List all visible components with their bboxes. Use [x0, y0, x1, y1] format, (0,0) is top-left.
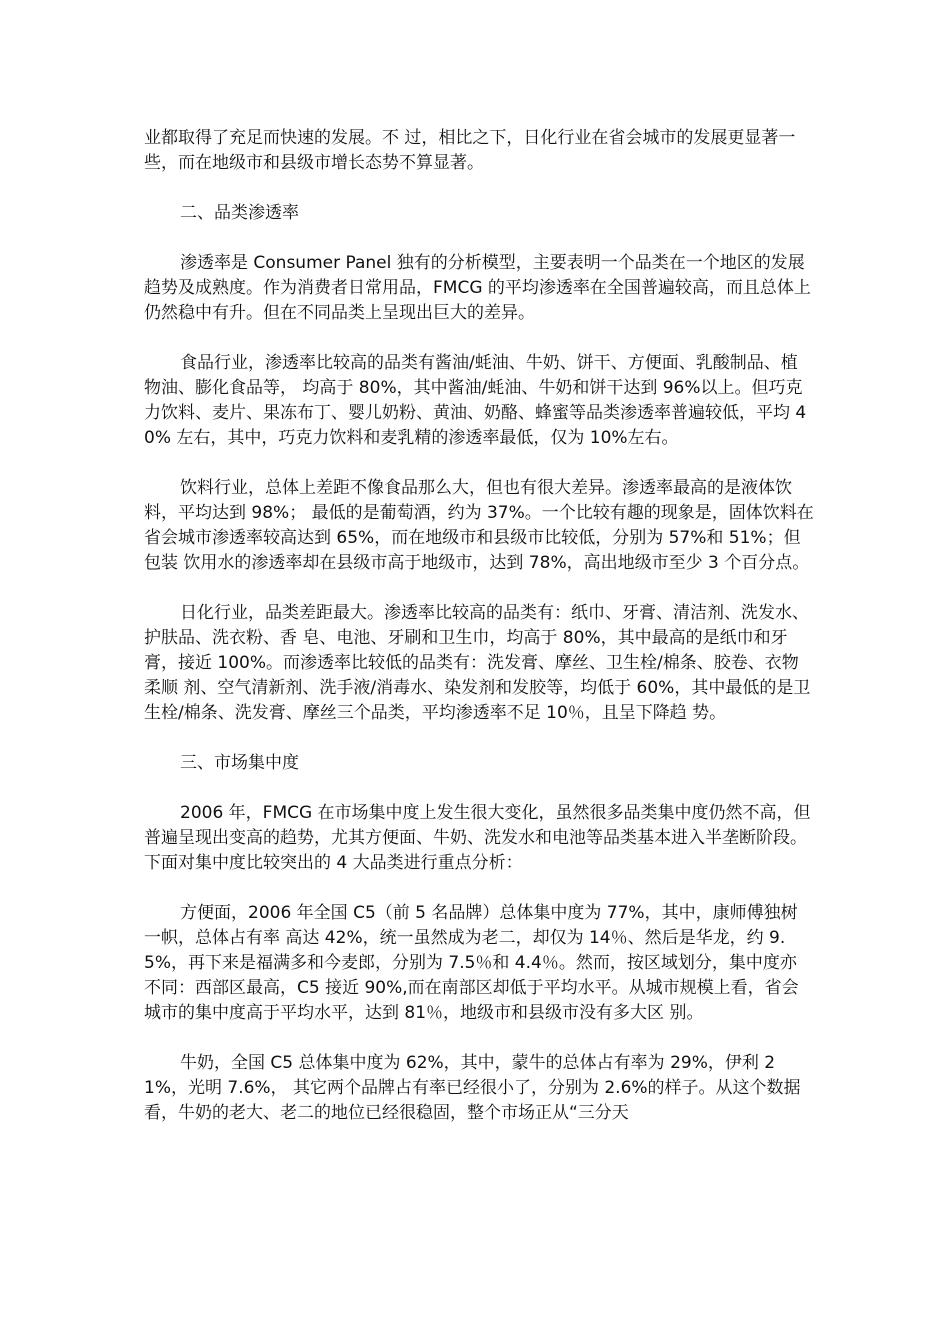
section-heading-market-concentration: 三、市场集中度: [180, 753, 299, 773]
document-body: [144, 126, 814, 1151]
paragraph-concentration-overview: 2006 年，FMCG 在市场集中度上发生很大变化，虽然很多品类集中度仍然不高，但普遍呈现出变高的趋势，尤其方便面、牛奶、洗发水和电池等品类基本进入半垄断阶段。下面对集中度比较突出的 4 大品类进行重点分析：: [144, 803, 811, 873]
paragraph-daily-chemical-industry: 日化行业，品类差距最大。渗透率比较高的品类有：纸巾、牙膏、清洁剂、洗发水、护肤品、洗衣粉、香 皂、电池、牙刷和卫生巾，均高于 80%，其中最高的是纸巾和牙膏，接近 100%。而渗透率比较低的品类有：洗发膏、摩丝、卫生栓/棉条、胶卷、衣物柔顺 剂、空气清新剂、洗手液/消毒水、染发剂和发胶等，均低于 60%，其中最低的是卫生栓/棉条、洗发膏、摩丝三个品类，平均渗透率不足 10％，且呈下降趋 势。: [144, 603, 811, 723]
paragraph-instant-noodles: 方便面，2006 年全国 C5（前 5 名品牌）总体集中度为 77%，其中，康师傅独树一帜，总体占有率 高达 42%，统一虽然成为老二，却仅为 14％、然后是华龙，约 9.5%，再下来是福满多和今麦郎，分别为 7.5％和 4.4％。然而，按区域划分，集中度亦 不同：西部区最高，C5 接近 90%,而在南部区却低于平均水平。从城市规模上看，省会城市的集中度高于平均水平，达到 81％，地级市和县级市没有多大区 别。: [144, 903, 799, 1023]
section-heading-category-penetration: 二、品类渗透率: [180, 203, 299, 223]
paragraph-food-industry: 食品行业，渗透率比较高的品类有酱油/蚝油、牛奶、饼干、方便面、乳酸制品、植物油、膨化食品等， 均高于 80%，其中酱油/蚝油、牛奶和饼干达到 96%以上。但巧克力饮料、麦片、果冻布丁、婴儿奶粉、黄油、奶酪、蜂蜜等品类渗透率普遍较低，平均 40% 左右，其中，巧克力饮料和麦乳精的渗透率最低，仅为 10%左右。: [144, 353, 807, 448]
paragraph-beverage-industry: 饮料行业，总体上差距不像食品那么大，但也有很大差异。渗透率最高的是液体饮料，平均达到 98%； 最低的是葡萄酒，约为 37%。一个比较有趣的现象是，固体饮料在省会城市渗透率较高达到 65%，而在地级市和县级市比较低，分别为 57%和 51%；但包装 饮用水的渗透率却在县级市高于地级市，达到 78%，高出地级市至少 3 个百分点。: [144, 478, 814, 573]
paragraph-milk: 牛奶，全国 C5 总体集中度为 62%，其中，蒙牛的总体占有率为 29%，伊利 21%，光明 7.6%， 其它两个品牌占有率已经很小了，分别为 2.6%的样子。从这个数据看，牛奶的老大、老二的地位已经很稳固，整个市场正从“三分天: [144, 1053, 801, 1123]
paragraph-penetration-overview: 渗透率是 Consumer Panel 独有的分析模型，主要表明一个品类在一个地区的发展趋势及成熟度。作为消费者日常用品，FMCG 的平均渗透率在全国普遍较高，而且总体上仍然稳中有升。但在不同品类上呈现出巨大的差异。: [144, 253, 811, 323]
intro-continuation-paragraph: 业都取得了充足而快速的发展。不 过，相比之下，日化行业在省会城市的发展更显著一些，而在地级市和县级市增长态势不算显著。: [144, 128, 796, 173]
